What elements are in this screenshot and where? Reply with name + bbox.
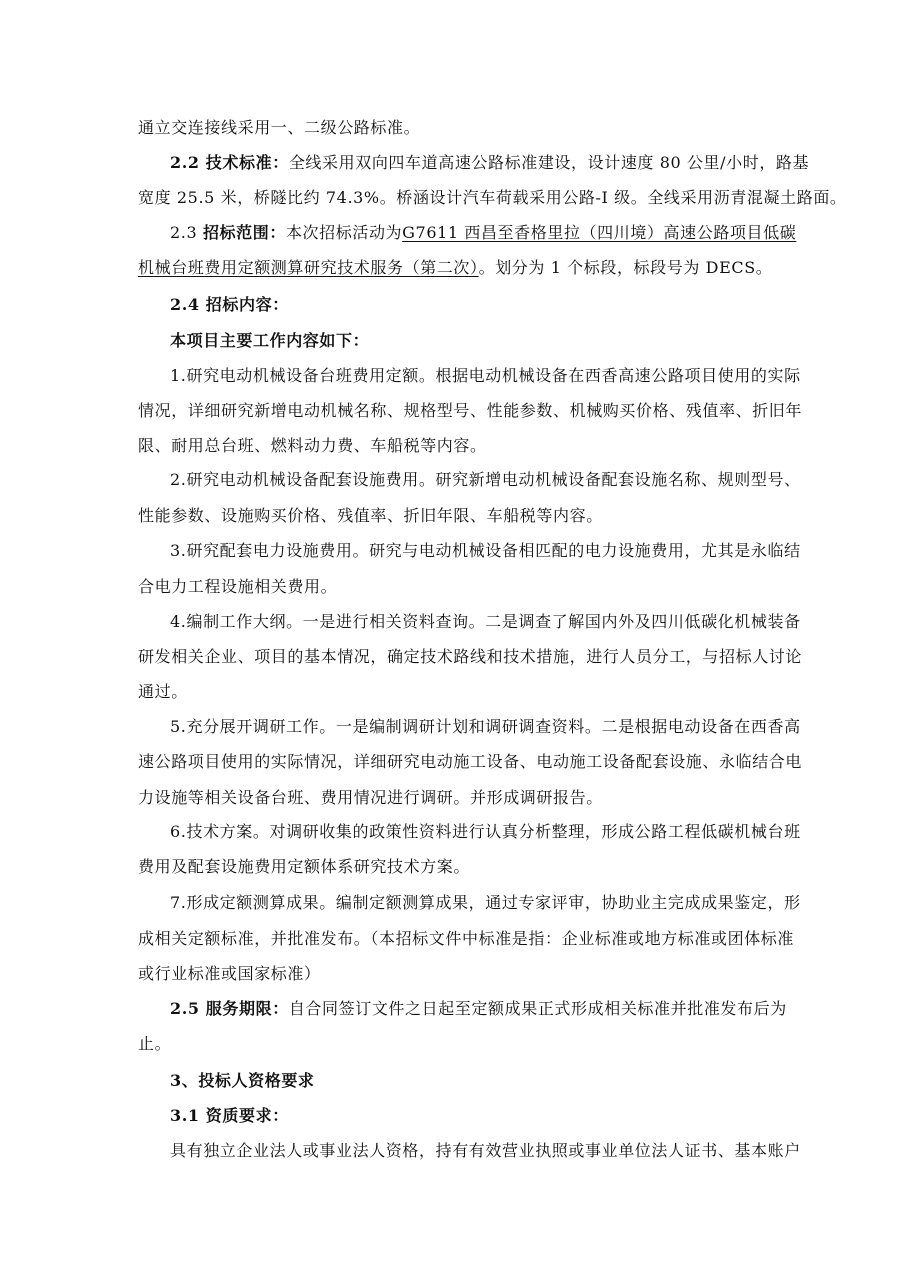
section-heading: 2.4 招标内容： bbox=[170, 295, 289, 314]
subheading: 本项目主要工作内容如下： bbox=[170, 331, 370, 350]
item-7-line: 7.形成定额测算成果。编制定额测算成果，通过专家评审，协助业主完成成果鉴定，形 bbox=[170, 893, 801, 912]
section-heading: 招标范围： bbox=[202, 223, 286, 242]
project-name: 机械台班费用定额测算研究技术服务（第二次） bbox=[138, 258, 479, 277]
paragraph-line bbox=[138, 188, 847, 208]
text: 本次招标活动为 bbox=[285, 223, 403, 242]
text: 自合同签订文件之日起至定额成果正式形成相关标准并批准发布后为 bbox=[288, 999, 787, 1018]
section-number: 2.3 bbox=[170, 223, 203, 242]
item-5-line: 速公路项目使用的实际情况，详细研究电动施工设备、电动施工设备配套设施、永临结合电 bbox=[138, 752, 803, 771]
section-3-1-heading: 3.1 资质要求： bbox=[170, 1106, 289, 1125]
item-1-line: 情况，详细研究新增电动机械名称、规格型号、性能参数、机械购买价格、残值率、折旧年 bbox=[138, 401, 803, 420]
item-5-line: 5.充分展开调研工作。一是编制调研计划和调研调查资料。二是根据电动设备在西香高 bbox=[170, 717, 801, 736]
item-2-line: 性能参数、设施购买价格、残值率、折旧年限、车船税等内容。 bbox=[138, 506, 603, 525]
item-3-line: 合电力工程设施相关费用。 bbox=[138, 577, 338, 596]
item-2-line: 2.研究电动机械设备配套设施费用。研究新增电动机械设备配套设施名称、规则型号、 bbox=[170, 470, 801, 489]
project-name: G7611 西昌至香格里拉（四川境）高速公路项目低碳 bbox=[402, 223, 797, 242]
text: 。划分为 1 个标段，标段号为 DECS。 bbox=[478, 258, 773, 277]
section-2-5 bbox=[170, 999, 787, 1019]
section-3-heading: 3、投标人资格要求 bbox=[170, 1071, 315, 1090]
text: 全线采用双向四车道高速公路标准建设，设计速度 80 公里/小时，路基 bbox=[288, 153, 810, 172]
item-6-line: 6.技术方案。对调研收集的政策性资料进行认真分析整理，形成公路工程低碳机械台班 bbox=[170, 822, 801, 841]
item-1-line: 限、耐用总台班、燃料动力费、车船税等内容。 bbox=[138, 436, 487, 455]
item-4-line: 研发相关企业、项目的基本情况，确定技术路线和技术措施，进行人员分工，与招标人讨论 bbox=[138, 647, 803, 666]
section-2-2 bbox=[170, 153, 810, 173]
item-7-line: 成相关定额标准，并批准发布。（本招标文件中标准是指：企业标准或地方标准或团体标准 bbox=[138, 929, 795, 948]
item-5-line: 力设施等相关设备台班、费用情况进行调研。并形成调研报告。 bbox=[138, 788, 603, 807]
item-7-line: 或行业标准或国家标准） bbox=[138, 964, 321, 983]
item-4-line: 4.编制工作大纲。一是进行相关资料查询。二是调查了解国内外及四川低碳化机械装备 bbox=[170, 612, 801, 631]
item-1-line: 1.研究电动机械设备台班费用定额。根据电动机械设备在西香高速公路项目使用的实际 bbox=[170, 366, 801, 385]
text: 通立交连接线采用一、二级公路标准。 bbox=[138, 118, 421, 137]
paragraph-line bbox=[138, 258, 772, 278]
section-heading: 2.2 技术标准： bbox=[170, 153, 289, 172]
section-3-1-text: 具有独立企业法人或事业法人资格，持有有效营业执照或事业单位法人证书、基本账户 bbox=[170, 1141, 801, 1160]
item-3-line: 3.研究配套电力设施费用。研究与电动机械设备相匹配的电力设施费用，尤其是永临结 bbox=[170, 541, 801, 560]
paragraph-line bbox=[138, 118, 420, 138]
item-6-line: 费用及配套设施费用定额体系研究技术方案。 bbox=[138, 857, 471, 876]
item-4-line: 通过。 bbox=[138, 682, 188, 701]
paragraph-line bbox=[138, 1034, 171, 1054]
section-heading: 2.5 服务期限： bbox=[170, 999, 289, 1018]
section-2-3 bbox=[170, 223, 797, 243]
text: 止。 bbox=[138, 1034, 172, 1053]
text: 宽度 25.5 米，桥隧比约 74.3%。桥涵设计汽车荷载采用公路-I 级。全线采用沥青混凝土路面。 bbox=[138, 188, 847, 207]
